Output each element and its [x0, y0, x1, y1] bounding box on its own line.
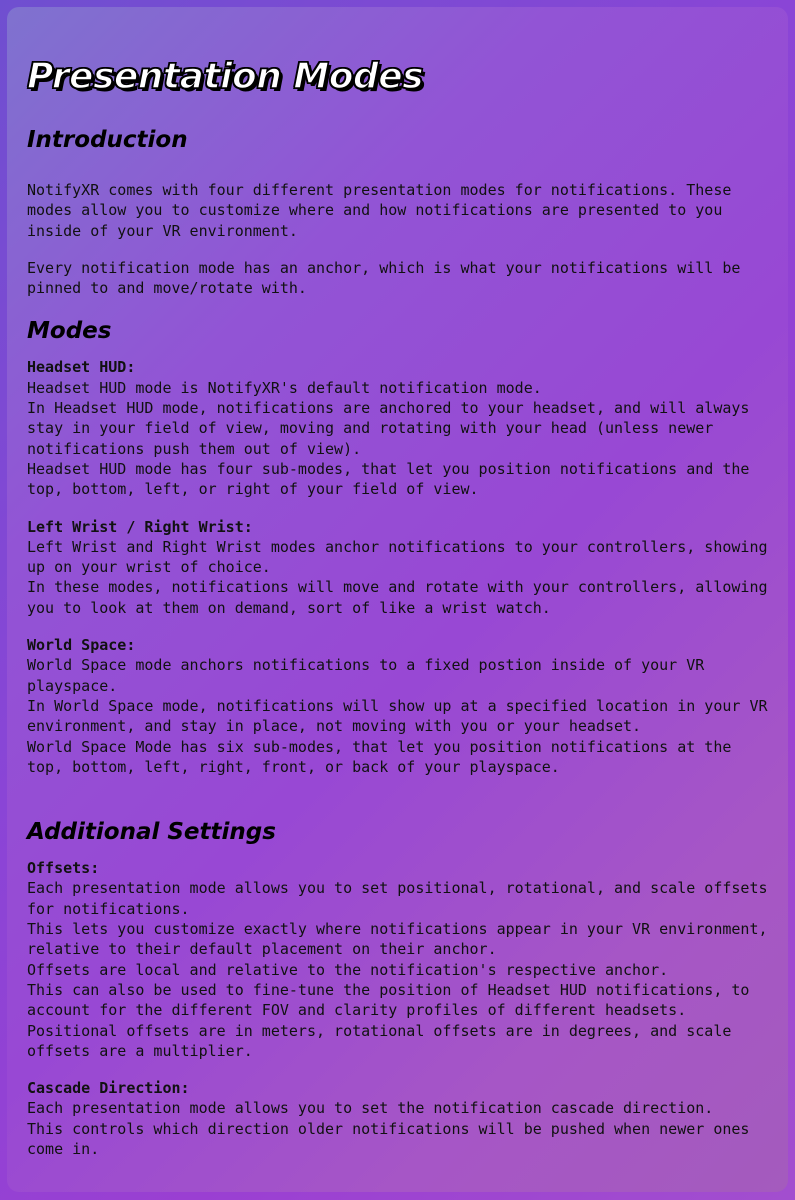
section-additional-settings — [27, 821, 768, 1159]
setting-title-offsets: Offsets: — [27, 859, 100, 878]
page-title: Presentation Modes — [27, 56, 424, 97]
setting-body-offsets: Each presentation mode allows you to set positional, rotational, and scale offsets for notifications. This lets you customize exactly where notifications appear in your VR environment, relative to their default placement on their anchor. Offsets are local and relative to the notification's respective anchor. This can also be used to fine-tune the position of Headset HUD notifications, to account for the different FOV and clarity profiles of different headsets. Positional offsets are in meters, rotational offsets are in degrees, and scale offsets are a multiplier. — [27, 879, 768, 1060]
mode-body-world-space: World Space mode anchors notifications to a fixed postion inside of your VR playspace. In World Space mode, notifications will show up at a specified location in your VR environment, and stay in place, not moving with you or your headset. World Space Mode has six sub-modes, that let you position notifications at the top, bottom, left, right, front, or back of your playspace. — [27, 656, 768, 776]
mode-title-wrist: Left Wrist / Right Wrist: — [27, 517, 253, 536]
setting-offsets — [27, 858, 768, 1061]
section-introduction — [27, 129, 768, 298]
mode-body-headset-hud: Headset HUD mode is NotifyXR's default notification mode. In Headset HUD mode, notifications are anchored to your headset, and will always stay in your field of view, moving and rotating with your head (unless newer notifications push them out of view). Headset HUD mode has four sub-modes, that let you position notifications and the top, bottom, left, or right of your field of view. — [27, 378, 750, 499]
mode-headset-hud — [27, 357, 768, 499]
intro-paragraph-1: NotifyXR comes with four different presentation modes for notifications. These modes allow you to customize where and how notifications are presented to you inside of your VR environment. — [27, 181, 732, 240]
setting-cascade-direction — [27, 1078, 768, 1159]
section-modes — [27, 320, 768, 777]
section-heading-modes: Modes — [27, 318, 112, 345]
mode-title-headset-hud: Headset HUD: — [27, 358, 136, 377]
content-card — [7, 7, 788, 1192]
mode-wrist — [27, 517, 768, 618]
intro-paragraph-2: Every notification mode has an anchor, which is what your notifications will be pinned to and move/rotate with. — [27, 258, 741, 298]
section-heading-introduction: Introduction — [27, 127, 188, 153]
mode-body-wrist: Left Wrist and Right Wrist modes anchor notifications to your controllers, showing up on your wrist of choice. In these modes, notifications will move and rotate with your controllers, allowing you to look at them on demand, sort of like a wrist watch. — [27, 537, 768, 617]
mode-title-world-space: World Space: — [27, 636, 136, 655]
setting-body-cascade-direction: Each presentation mode allows you to set the notification cascade direction. This controls which direction older notifications will be pushed when newer ones come in. — [27, 1099, 750, 1158]
mode-world-space — [27, 635, 768, 777]
setting-title-cascade-direction: Cascade Direction: — [27, 1079, 190, 1098]
section-heading-additional-settings: Additional Settings — [27, 819, 276, 846]
